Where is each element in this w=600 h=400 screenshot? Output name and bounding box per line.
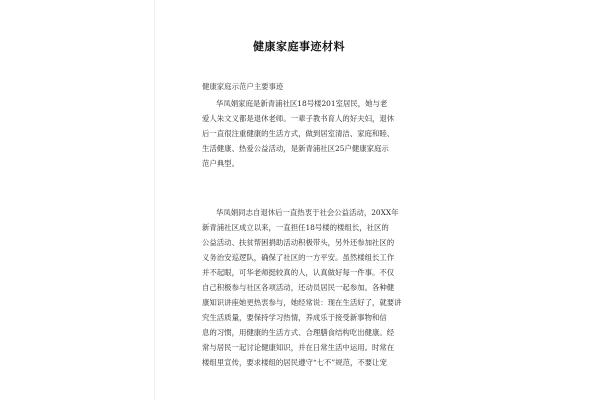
text-line: 义务治安巡逻队，确保了社区的一方平安。虽然楼组长工作 [202, 253, 395, 262]
text-line: 后一直很注重健康的生活方式，做到居室清洁、家庭和睦、 [202, 129, 395, 138]
text-line: 楼组里宣传，要求楼组的居民遵守“七不”规范，不要让宠 [202, 358, 387, 367]
text-line: 生活健康、热爱公益活动，是新青浦社区25户健康家庭示 [202, 144, 389, 153]
text-line: 康知识讲座她更热衷参与，她经常说：现在生活好了，就要讲 [202, 298, 402, 307]
text-line: 爱人朱文义都是退休老师。一辈子教书育人的好夫妇，退休 [202, 114, 395, 123]
document-title: 健康家庭事迹材料 [253, 40, 345, 53]
document-page [168, 0, 430, 400]
text-line: 常与居民一起讨论健康知识，并在日常生活中运用。时常在 [202, 343, 395, 352]
text-line: 华凤娟家庭是新青浦社区18号楼201室居民，她与老 [216, 99, 388, 108]
text-line: 新青浦社区成立以来，一直担任18号楼的楼组长，社区的 [202, 223, 389, 232]
paragraph-1 [202, 96, 408, 171]
document-subtitle: 健康家庭示范户主要事迹 [202, 82, 284, 91]
text-line: 公益活动、扶贫帮困捐助活动积极带头，另外还参加社区的 [202, 238, 395, 247]
text-line: 范户典型。 [202, 159, 239, 168]
text-line: 息的习惯，用健康的生活方式、合理膳食结构吃出健康。经 [202, 328, 395, 337]
paragraph-2 [202, 205, 408, 370]
text-line: 华凤娟同志自退休后一直热衷于社会公益活动，20XX年 [216, 208, 399, 217]
text-line: 究生活质量，要保持学习热情，养成乐于接受新事物和信 [202, 313, 387, 322]
text-line: 并不起眼，可华老师挺较真的人，认真做好每一件事。不仅 [202, 268, 395, 277]
text-line: 自己积极参与社区各项活动，还动员居民一起参加。各种健 [202, 283, 395, 292]
